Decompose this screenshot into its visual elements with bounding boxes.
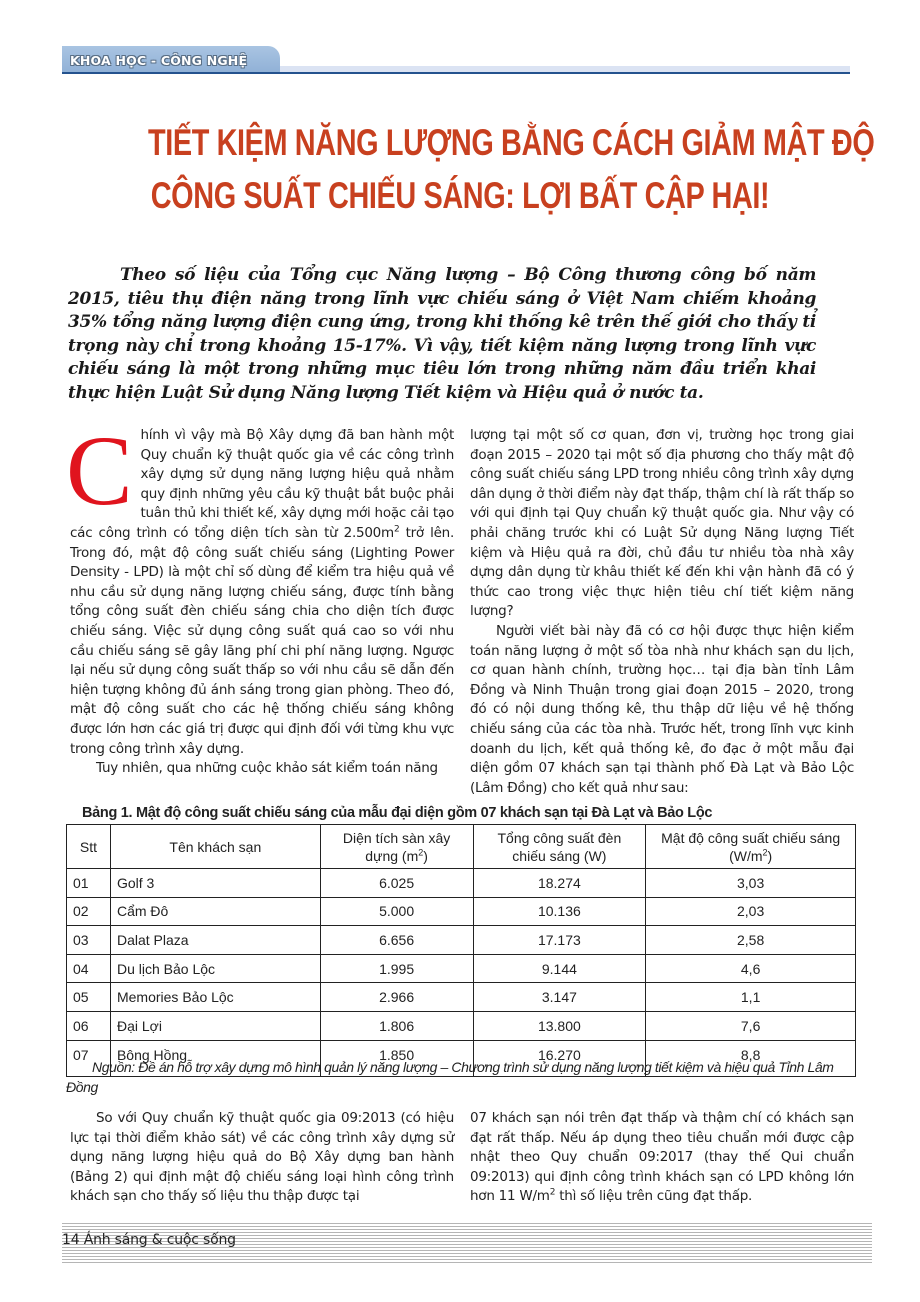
cell-area: 6.656 [320, 926, 473, 955]
cell-name: Golf 3 [110, 869, 320, 898]
paragraph-3: Người viết bài này đã có cơ hội được thực hiện kiểm toán năng lượng ở một số tòa nhà như khách sạn du lịch, cơ quan hành chính, trường học… tại địa bàn tỉnh Lâm Đồng và Ninh Thuận trong giai đoạn 2015 – 2020, trong đó có nội dung thống kê, thu thập dữ liệu về hệ thống chiếu sáng của các tòa nhà. Trước hết, trong lĩnh vực kinh doanh du lịch, kết quả thống kê, đo đạc ở một mẫu đại diện gồm 07 khách sạn tại thành phố Đà Lạt và Bảo Lộc (Lâm Đồng) cho kết quả như sau: [470, 622, 854, 796]
hotel-lpd-table [66, 824, 856, 1077]
cell-stt: 03 [67, 926, 111, 955]
cell-area: 1.995 [320, 954, 473, 983]
cell-area: 1.850 [320, 1040, 473, 1076]
cell-lpd: 2,03 [646, 897, 856, 926]
cell-lpd: 3,03 [646, 869, 856, 898]
section-tab [62, 46, 280, 74]
cell-name: Đại Lợi [110, 1011, 320, 1040]
cell-area: 5.000 [320, 897, 473, 926]
cell-area: 2.966 [320, 983, 473, 1012]
cell-area: 6.025 [320, 869, 473, 898]
body-column-right-bottom [470, 1109, 854, 1207]
title-line-1: TIẾT KIỆM NĂNG LƯỢNG BẰNG CÁCH GIẢM MẬT ĐỘ [148, 122, 875, 163]
paragraph-1-text-a: hính vì vậy mà Bộ Xây dựng đã ban hành một Quy chuẩn kỹ thuật quốc gia về các công trình xây dựng sử dụng năng lượng hiệu quả nhằm quy định những yêu cầu kỹ thuật bắt buộc phải tuân thủ khi thiết kế, xây dựng mới hoặc cải tạo các công trình có tổng diện tích sàn từ 2.500m [70, 427, 454, 541]
cell-name: Du lịch Bảo Lộc [110, 954, 320, 983]
cell-power: 16.270 [473, 1040, 646, 1076]
publication-name: Ánh sáng & cuộc sống [83, 1232, 236, 1248]
cell-lpd: 2,58 [646, 926, 856, 955]
paragraph-4: So với Quy chuẩn kỹ thuật quốc gia 09:2013 (có hiệu lực tại thời điểm khảo sát) về các công trình xây dựng sử dụng năng lượng hiệu quả do Bộ Xây dựng ban hành (Bảng 2) qui định mật độ chiếu sáng loại hình công trình khách sạn cho thấy số liệu thu thập được tại [70, 1110, 454, 1205]
cell-name: Cẩm Đô [110, 897, 320, 926]
paragraph-1 [66, 415, 455, 759]
cell-stt: 06 [67, 1011, 111, 1040]
table-row [67, 954, 856, 983]
cell-power: 18.274 [473, 869, 646, 898]
cell-stt: 01 [67, 869, 111, 898]
table-row [67, 897, 856, 926]
paragraph-1-text-b: trở lên. Trong đó, mật độ công suất chiếu sáng (Lighting Power Density - LPD) là một chỉ số dùng để kiểm tra hiệu quả về nhu cầu sử dụng năng lượng chiếu sáng, được tính bằng tổng công suất đèn chiếu sáng chia cho diện tích được chiếu sáng. Việc sử dụng công suất quá cao so với nhu cầu chiếu sáng sẽ gây lãng phí chi phí năng lượng. Ngược lại nếu sử dụng công suất thấp so với nhu cầu sẽ dẫn đến hiện tượng không đủ ánh sáng trong gian phòng. Theo đó, mật độ công suất cho các hệ thống chiếu sáng không được lớn hơn các giá trị được qui định đối với từng khu vực trong công trình xây dựng. [70, 524, 455, 757]
table-header-row [67, 825, 856, 869]
paragraph-2-start: Tuy nhiên, qua những cuộc khảo sát kiểm toán năng [96, 760, 438, 777]
body-column-left-bottom [70, 1109, 454, 1207]
header-lpd: Mật độ công suất chiếu sáng $(W/m^2)$ [646, 825, 856, 869]
header-power: Tổng công suất đèn chiếu sáng (W) [473, 825, 646, 869]
cell-power: 3.147 [473, 983, 646, 1012]
cell-power: 10.136 [473, 897, 646, 926]
table-row [67, 869, 856, 898]
cell-area: 1.806 [320, 1011, 473, 1040]
paragraph-4-continued: 07 khách sạn nói trên đạt thấp và thậm chí có khách sạn đạt rất thấp. Nếu áp dụng theo tiêu chuẩn mới được cập nhật theo Quy chuẩn 09:2017 (thay thế Qui chuẩn 09:2013) qui định công trình khách sạn có LPD không lớn hơn 11 $W/m^2$ thì số liệu trên cũng đạt thấp. [470, 1110, 854, 1205]
article-title [148, 116, 875, 222]
cell-stt: 02 [67, 897, 111, 926]
superscript: 2 [393, 524, 400, 535]
table-row [67, 983, 856, 1012]
cell-power: 17.173 [473, 926, 646, 955]
cell-stt: 05 [67, 983, 111, 1012]
cell-name: Bông Hồng [110, 1040, 320, 1076]
table-caption: Bảng 1. Mật độ công suất chiếu sáng của mẫu đại diện gồm 07 khách sạn tại Đà Lạt và Bảo Lộc [82, 805, 713, 821]
body-column-left-top [66, 415, 455, 779]
cell-name: Dalat Plaza [110, 926, 320, 955]
table-row [67, 1011, 856, 1040]
cell-lpd: 1,1 [646, 983, 856, 1012]
cell-power: 13.800 [473, 1011, 646, 1040]
title-line-2: CÔNG SUẤT CHIẾU SÁNG: LỢI BẤT CẬP HẠI! [150, 175, 770, 216]
header-name: Tên khách sạn [110, 825, 320, 869]
section-rule [62, 72, 850, 74]
cell-stt: 04 [67, 954, 111, 983]
body-column-right-top [470, 426, 854, 798]
lead-paragraph: Theo số liệu của Tổng cục Năng lượng – Bộ Công thương công bố năm 2015, tiêu thụ điện năng trong lĩnh vực chiếu sáng ở Việt Nam chiếm khoảng 35% tổng năng lượng điện cung ứng, trong khi thống kê trên thế giới cho thấy tỉ trọng này chỉ trong khoảng 15-17%. Vì vậy, tiết kiệm năng lượng trong lĩnh vực chiếu sáng là một trong những mục tiêu lớn trong những năm đầu triển khai thực hiện Luật Sử dụng Năng lượng Tiết kiệm và Hiệu quả ở nước ta. [68, 265, 816, 403]
header-stt: Stt [67, 825, 111, 869]
cell-lpd: 8,8 [646, 1040, 856, 1076]
page-number: 14 [62, 1232, 80, 1248]
table-row [67, 926, 856, 955]
cell-stt: 07 [67, 1040, 111, 1076]
drop-cap: C [66, 415, 133, 526]
table-source-note: Nguồn: Đề án hỗ trợ xây dựng mô hình quản lý năng lượng – Chương trình sử dụng năng lượng tiết kiệm và hiệu quả Tỉnh Lâm Đồng [66, 1059, 834, 1095]
cell-lpd: 7,6 [646, 1011, 856, 1040]
cell-lpd: 4,6 [646, 954, 856, 983]
header-area: Diện tích sàn xây dựng $(m^2)$ [320, 825, 473, 869]
page-footer [62, 1223, 872, 1265]
paragraph-2-continued: lượng tại một số cơ quan, đơn vị, trường học trong giai đoạn 2015 – 2020 tại một số địa phương cho thấy mật độ công suất chiếu sáng LPD trong nhiều công trình xây dựng dân dụng ở thời điểm này đạt thấp, thậm chí là rất thấp so với qui định tại Quy chuẩn kỹ thuật quốc gia. Như vậy có phải chăng trước khi có Luật Sử dụng Năng lượng Tiết kiệm và Hiệu quả ra đời, chủ đầu tư nhiều tòa nhà xây dựng dân dụng từ khâu thiết kế đến khi vận hành đã có ý thức cao trong việc thực hiện tiêu chí tiết kiệm năng lượng? [470, 427, 854, 620]
section-header [62, 46, 850, 74]
cell-name: Memories Bảo Lộc [110, 983, 320, 1012]
cell-power: 9.144 [473, 954, 646, 983]
footer-label [62, 1232, 236, 1248]
section-label: KHOA HỌC - CÔNG NGHỆ [70, 52, 248, 68]
